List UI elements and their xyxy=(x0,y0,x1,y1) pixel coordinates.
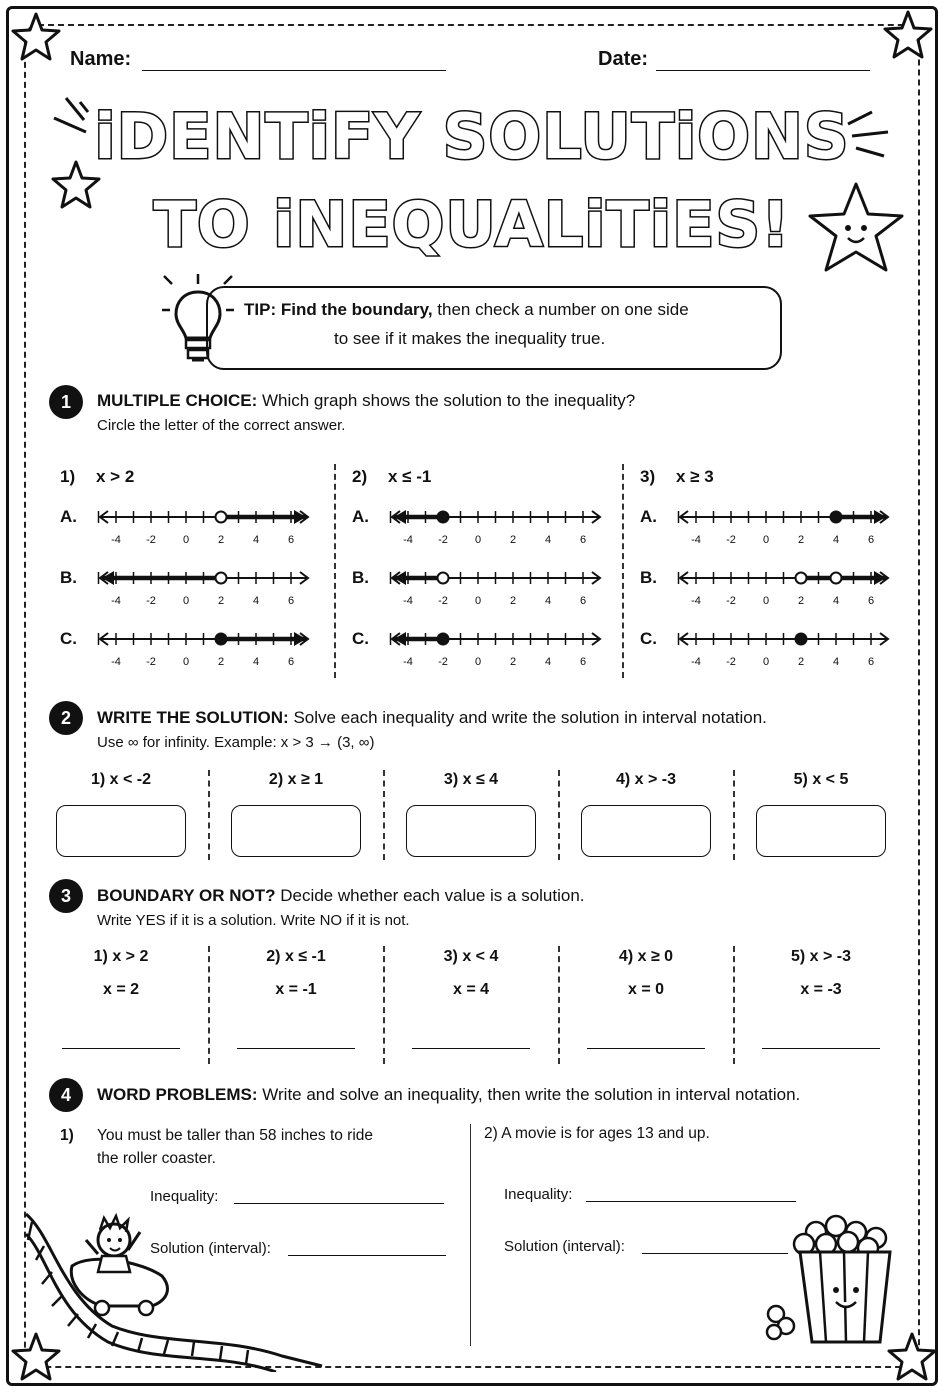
yes-no-answer-line[interactable] xyxy=(237,1048,355,1049)
tick-label: -4 xyxy=(691,534,701,546)
star-icon-left xyxy=(48,158,104,214)
mc-problem-inequality: x ≤ -1 xyxy=(388,467,432,486)
tick-label: 0 xyxy=(182,595,190,607)
section2-subtitle: Use ∞ for infinity. Example: x > 3 → (3, ∞) xyxy=(97,734,375,751)
answer-box[interactable] xyxy=(231,805,361,857)
column-divider xyxy=(622,464,624,678)
tick-label: 4 xyxy=(544,534,552,546)
section2-title-rest: Solve each inequality and write the solution in interval notation. xyxy=(288,708,767,727)
interval-problem: 5) x < 5 xyxy=(793,771,849,788)
section3-number: 3 xyxy=(49,879,83,913)
word-problem-1-line1: You must be taller than 58 inches to ride xyxy=(97,1127,374,1144)
tick-label: 4 xyxy=(544,595,552,607)
test-value: x = -1 xyxy=(275,981,317,998)
section4-title-bold: WORD PROBLEMS: xyxy=(97,1085,258,1104)
section3-title-rest: Decide whether each value is a solution. xyxy=(275,886,585,905)
interval-problem: 4) x > -3 xyxy=(615,771,677,788)
roller-coaster-icon xyxy=(22,1196,334,1372)
tip-bold-text: TIP: Find the boundary, xyxy=(244,300,433,319)
tick-label: -2 xyxy=(146,534,156,546)
tick-label: -4 xyxy=(403,595,413,607)
inequality-label: Inequality: xyxy=(150,1188,219,1205)
test-value: x = -3 xyxy=(800,981,842,998)
open-point xyxy=(796,573,807,584)
date-field[interactable] xyxy=(656,70,870,71)
date-label: Date: xyxy=(598,48,649,70)
section1-number: 1 xyxy=(49,385,83,419)
boundary-problem: 3) x < 4 xyxy=(443,948,499,965)
word-problem-1-number: 1) xyxy=(60,1127,74,1144)
answer-box[interactable] xyxy=(756,805,886,857)
section2-title xyxy=(97,708,767,728)
section4-title-rest: Write and solve an inequality, then write the solution in interval notation. xyxy=(257,1085,801,1104)
tick-label: 6 xyxy=(579,656,587,668)
section4-title xyxy=(97,1085,800,1105)
tick-label: 4 xyxy=(832,656,840,668)
section1-title xyxy=(97,391,635,411)
number-line xyxy=(388,566,608,610)
answer-box[interactable] xyxy=(406,805,536,857)
section1-title-bold: MULTIPLE CHOICE: xyxy=(97,391,258,410)
tick-label: 4 xyxy=(544,656,552,668)
tick-label: -2 xyxy=(438,534,448,546)
interval-problem: 2) x ≥ 1 xyxy=(268,771,324,788)
interval-problem: 1) x < -2 xyxy=(90,771,152,788)
tick-label: 4 xyxy=(832,595,840,607)
solution-label: Solution (interval): xyxy=(504,1238,625,1255)
tick-label: 0 xyxy=(762,656,770,668)
boundary-problem: 4) x ≥ 0 xyxy=(618,948,674,965)
test-value: x = 2 xyxy=(102,981,140,998)
tip-line2: to see if it makes the inequality true. xyxy=(334,329,606,348)
tick-label: -4 xyxy=(111,534,121,546)
tick-label: 0 xyxy=(474,595,482,607)
yes-no-answer-line[interactable] xyxy=(587,1048,705,1049)
tick-label: 2 xyxy=(797,656,805,668)
page-title-line1: iDENTiFY SOLUTiONS xyxy=(94,100,850,173)
column-divider xyxy=(383,770,385,860)
closed-point xyxy=(796,634,807,645)
tick-label: 0 xyxy=(762,595,770,607)
tick-label: 6 xyxy=(579,595,587,607)
solution-label: Solution (interval): xyxy=(150,1240,271,1257)
mc-option-letter[interactable]: A. xyxy=(640,507,657,526)
number-line xyxy=(388,505,608,549)
section3-title-bold: BOUNDARY OR NOT? xyxy=(97,886,276,905)
mc-option-letter[interactable]: A. xyxy=(60,507,77,526)
boundary-problem: 1) x > 2 xyxy=(93,948,149,965)
mc-option-letter[interactable]: C. xyxy=(352,629,369,648)
word-problem-2: 2) A movie is for ages 13 and up. xyxy=(484,1125,710,1142)
tick-label: 4 xyxy=(832,534,840,546)
mc-option-letter[interactable]: B. xyxy=(60,568,77,587)
section2-number: 2 xyxy=(49,701,83,735)
inequality-label: Inequality: xyxy=(504,1186,573,1203)
star-icon-top-right xyxy=(880,8,936,64)
column-divider xyxy=(733,946,735,1064)
number-line xyxy=(676,566,896,610)
mc-option-letter[interactable]: A. xyxy=(352,507,369,526)
section2-title-bold: WRITE THE SOLUTION: xyxy=(97,708,289,727)
closed-point xyxy=(438,634,449,645)
mc-problem-inequality: x ≥ 3 xyxy=(676,467,714,486)
answer-box[interactable] xyxy=(581,805,711,857)
test-value: x = 4 xyxy=(452,981,490,998)
tick-label: -2 xyxy=(726,656,736,668)
open-point xyxy=(438,573,449,584)
mc-problem-number: 2) xyxy=(352,467,368,486)
number-line xyxy=(676,627,896,671)
column-divider xyxy=(334,464,336,678)
tick-label: 0 xyxy=(474,534,482,546)
tick-label: -2 xyxy=(726,595,736,607)
section3-subtitle: Write YES if it is a solution. Write NO if it is not. xyxy=(97,912,410,929)
closed-point xyxy=(831,512,842,523)
sparkle-lines-icon xyxy=(46,90,106,150)
column-divider xyxy=(733,770,735,860)
sparkle-lines-icon-right xyxy=(838,104,898,164)
tick-label: 2 xyxy=(217,534,225,546)
star-icon-top-left xyxy=(8,10,64,66)
tick-label: 6 xyxy=(287,595,295,607)
tick-label: 4 xyxy=(252,534,260,546)
tick-label: 0 xyxy=(182,534,190,546)
tick-label: 2 xyxy=(509,534,517,546)
column-divider xyxy=(470,1124,471,1346)
number-line xyxy=(676,505,896,549)
section3-title xyxy=(97,886,585,906)
mc-problem-number: 3) xyxy=(640,467,656,486)
answer-box[interactable] xyxy=(56,805,186,857)
name-label: Name: xyxy=(70,48,132,70)
tick-label: 6 xyxy=(287,656,295,668)
tick-label: -2 xyxy=(438,595,448,607)
interval-problem: 3) x ≤ 4 xyxy=(443,771,499,788)
tick-label: 2 xyxy=(797,534,805,546)
page-title-line2: TO iNEQUALiTiES! xyxy=(153,188,791,261)
tick-label: 2 xyxy=(217,595,225,607)
test-value: x = 0 xyxy=(627,981,665,998)
open-point xyxy=(216,512,227,523)
tick-label: 6 xyxy=(867,656,875,668)
mc-option-letter[interactable]: B. xyxy=(352,568,369,587)
tick-label: 4 xyxy=(252,595,260,607)
open-point xyxy=(831,573,842,584)
yes-no-answer-line[interactable] xyxy=(762,1048,880,1049)
tick-label: 6 xyxy=(579,534,587,546)
mc-problem-number: 1) xyxy=(60,467,76,486)
section4-number: 4 xyxy=(49,1078,83,1112)
closed-point xyxy=(216,634,227,645)
mc-option-letter[interactable]: C. xyxy=(640,629,657,648)
tick-label: 2 xyxy=(509,656,517,668)
tick-label: 6 xyxy=(867,595,875,607)
number-line xyxy=(96,566,316,610)
tick-label: -4 xyxy=(403,534,413,546)
tick-label: 2 xyxy=(217,656,225,668)
tick-label: 2 xyxy=(509,595,517,607)
section1-subtitle: Circle the letter of the correct answer. xyxy=(97,417,346,434)
tick-label: 0 xyxy=(182,656,190,668)
yes-no-answer-line[interactable] xyxy=(62,1048,180,1049)
column-divider xyxy=(558,770,560,860)
column-divider xyxy=(558,946,560,1064)
tick-label: 6 xyxy=(867,534,875,546)
tip-rest-text: then check a number on one side xyxy=(432,300,689,319)
tick-label: -4 xyxy=(403,656,413,668)
mc-problem-inequality: x > 2 xyxy=(96,467,135,486)
tick-label: -2 xyxy=(146,595,156,607)
smiling-star-icon xyxy=(800,176,912,280)
boundary-problem: 2) x ≤ -1 xyxy=(266,948,326,965)
name-field[interactable] xyxy=(142,70,446,71)
tick-label: 0 xyxy=(762,534,770,546)
word-problem-1-line2: the roller coaster. xyxy=(97,1150,216,1167)
open-point xyxy=(216,573,227,584)
tick-label: -4 xyxy=(111,595,121,607)
boundary-problem: 5) x > -3 xyxy=(790,948,852,965)
column-divider xyxy=(383,946,385,1064)
tick-label: 6 xyxy=(287,534,295,546)
tick-label: 2 xyxy=(797,595,805,607)
tip-line1 xyxy=(244,300,689,320)
tick-label: -4 xyxy=(111,656,121,668)
number-line xyxy=(388,627,608,671)
section1-title-rest: Which graph shows the solution to the inequality? xyxy=(257,391,636,410)
tick-label: -2 xyxy=(726,534,736,546)
tick-label: -2 xyxy=(146,656,156,668)
tick-label: -4 xyxy=(691,595,701,607)
popcorn-icon xyxy=(760,1210,900,1350)
number-line xyxy=(96,627,316,671)
tick-label: 0 xyxy=(474,656,482,668)
closed-point xyxy=(438,512,449,523)
column-divider xyxy=(208,946,210,1064)
yes-no-answer-line[interactable] xyxy=(412,1048,530,1049)
column-divider xyxy=(208,770,210,860)
tick-label: 4 xyxy=(252,656,260,668)
tip-box xyxy=(206,286,782,370)
tick-label: -4 xyxy=(691,656,701,668)
mc-option-letter[interactable]: B. xyxy=(640,568,657,587)
mc-option-letter[interactable]: C. xyxy=(60,629,77,648)
inequality-answer-line-2[interactable] xyxy=(586,1201,796,1202)
number-line xyxy=(96,505,316,549)
tick-label: -2 xyxy=(438,656,448,668)
